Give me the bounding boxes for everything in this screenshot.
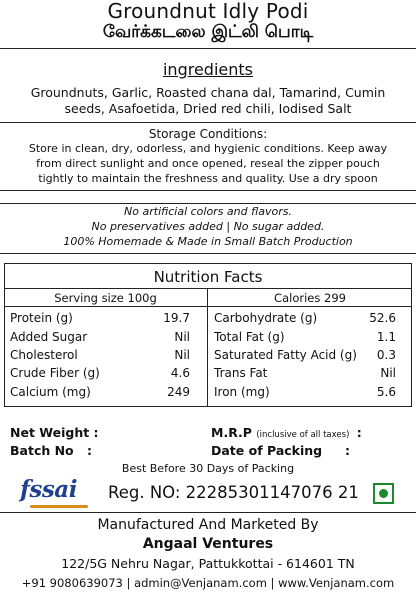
divider	[0, 190, 416, 191]
nutrient-value: 52.6	[369, 311, 396, 325]
nutrient-label: Crude Fiber (g)	[10, 366, 100, 380]
nutrition-header-rule	[4, 306, 412, 307]
nutrient-label: Total Fat (g)	[214, 330, 285, 344]
nutrient-value: Nil	[174, 348, 190, 362]
nutrient-value: 1.1	[376, 330, 396, 344]
nutrition-title-rule	[4, 288, 412, 289]
storage-heading: Storage Conditions:	[148, 127, 268, 141]
mrp-colon: :	[356, 425, 362, 440]
nutrient-label: Saturated Fatty Acid (g)	[214, 348, 357, 362]
claim-line: No preservatives added | No sugar added.	[91, 220, 325, 233]
divider	[0, 512, 416, 513]
divider	[0, 203, 416, 204]
serving-size: Serving size 100g	[54, 291, 157, 305]
nutrient-value: 5.6	[376, 385, 396, 399]
mrp-note: (inclusive of all taxes)	[256, 430, 350, 440]
mrp-text: M.R.P	[211, 425, 252, 440]
nutrient-label: Protein (g)	[10, 311, 73, 325]
company-contact: +91 9080639073 | admin@Venjanam.com | www.Venjanam.com	[21, 576, 395, 590]
batch-no-label: Batch No	[10, 443, 74, 458]
fssai-logo-text: fssai	[20, 476, 77, 503]
company-address: 122/5G Nehru Nagar, Pattukkottai - 614601 TN	[61, 556, 355, 571]
date-of-packing-colon: :	[345, 443, 350, 458]
batch-no-colon: :	[87, 443, 92, 458]
net-weight-label: Net Weight :	[10, 425, 99, 440]
storage-line: Store in clean, dry, odorless, and hygienic conditions. Keep away	[28, 142, 388, 155]
nutrient-value: 0.3	[376, 348, 396, 362]
ingredients-heading: ingredients	[162, 60, 253, 79]
claim-line: 100% Homemade & Made in Small Batch Production	[63, 235, 353, 248]
calories: Calories 299	[274, 291, 346, 305]
best-before: Best Before 30 Days of Packing	[121, 462, 295, 475]
nutrient-value: 249	[167, 385, 190, 399]
fssai-reg-no: Reg. NO: 22285301147076 21	[108, 483, 359, 502]
divider	[0, 253, 416, 254]
company-name: Angaal Ventures	[142, 536, 274, 552]
divider	[0, 48, 416, 49]
divider	[0, 122, 416, 123]
storage-line: from direct sunlight and once opened, reseal the zipper pouch	[36, 157, 380, 170]
nutrient-value: 4.6	[170, 366, 190, 380]
nutrient-label: Iron (mg)	[214, 385, 270, 399]
veg-dot-icon	[379, 489, 388, 498]
fssai-logo-swoosh	[30, 505, 88, 508]
claim-line: No artificial colors and flavors.	[124, 205, 292, 218]
product-title: Groundnut Idly Podi	[107, 0, 309, 23]
ingredients-line: Groundnuts, Garlic, Roasted chana dal, Tamarind, Cumin	[30, 85, 386, 100]
nutrient-label: Cholesterol	[10, 348, 78, 362]
veg-mark-icon	[373, 483, 394, 504]
date-of-packing-label: Date of Packing	[211, 443, 323, 458]
nutrient-value: Nil	[174, 330, 190, 344]
nutrient-label: Trans Fat	[214, 366, 268, 380]
nutrient-value: Nil	[380, 366, 396, 380]
product-title-tamil: வேர்க்கடலை இட்லி பொடி	[102, 22, 314, 42]
ingredients-line: seeds, Asafoetida, Dried red chili, Iodised Salt	[64, 101, 352, 116]
nutrient-value: 19.7	[163, 311, 190, 325]
nutrient-label: Added Sugar	[10, 330, 88, 344]
nutrient-label: Calcium (mg)	[10, 385, 91, 399]
nutrient-label: Carbohydrate (g)	[214, 311, 318, 325]
storage-line: tightly to maintain the freshness and quality. Use a dry spoon	[38, 172, 378, 185]
fssai-logo	[20, 476, 77, 503]
mrp-label	[211, 425, 362, 440]
manufacturer-line: Manufactured And Marketed By	[97, 517, 319, 533]
nutrition-title: Nutrition Facts	[153, 268, 263, 286]
